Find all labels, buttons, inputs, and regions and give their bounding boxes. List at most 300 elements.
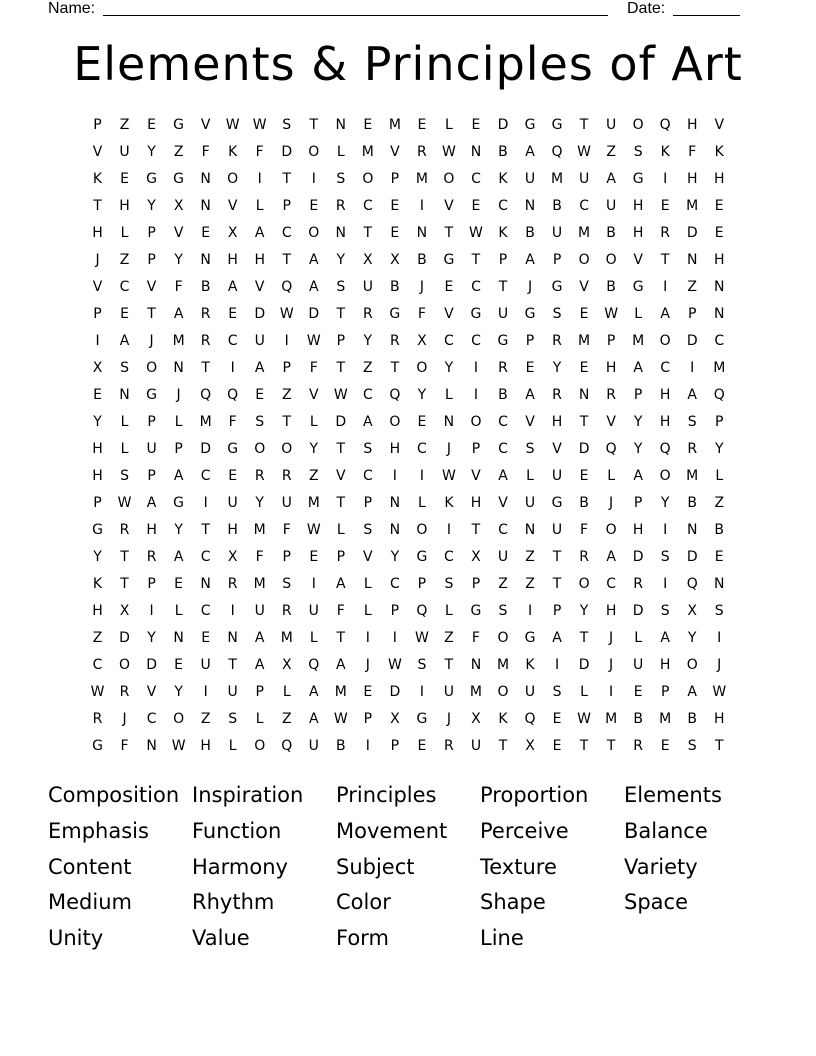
grid-letter: E bbox=[579, 468, 589, 484]
grid-letter: N bbox=[173, 360, 184, 376]
word-list-item: Function bbox=[192, 818, 282, 843]
grid-letter: P bbox=[147, 225, 156, 241]
grid-letter: H bbox=[470, 495, 482, 511]
grid-letter: P bbox=[174, 441, 183, 457]
grid-letter: Q bbox=[524, 711, 536, 727]
grid-letter: U bbox=[362, 279, 373, 295]
grid-letter: F bbox=[228, 414, 237, 430]
grid-letter: S bbox=[336, 279, 346, 295]
grid-letter: E bbox=[417, 414, 427, 430]
grid-letter: R bbox=[146, 549, 157, 565]
grid-letter: I bbox=[663, 576, 668, 592]
grid-letter: L bbox=[120, 441, 129, 457]
grid-letter: R bbox=[552, 387, 562, 403]
grid-letter: C bbox=[362, 198, 373, 214]
grid-letter: H bbox=[659, 387, 671, 403]
grid-letter: X bbox=[173, 198, 184, 214]
grid-letter: N bbox=[335, 225, 347, 241]
grid-letter: S bbox=[687, 414, 697, 430]
word-list-item: Rhythm bbox=[192, 890, 275, 915]
grid-letter: V bbox=[92, 279, 103, 295]
grid-letter: D bbox=[686, 549, 698, 565]
grid-letter: K bbox=[714, 144, 724, 160]
grid-letter: C bbox=[281, 225, 292, 241]
grid-letter: D bbox=[200, 441, 212, 457]
grid-letter: P bbox=[282, 360, 291, 376]
grid-letter: L bbox=[336, 144, 345, 160]
word-list-item: Emphasis bbox=[48, 818, 149, 843]
grid-letter: N bbox=[713, 576, 725, 592]
grid-letter: W bbox=[604, 306, 619, 322]
grid-letter: I bbox=[257, 171, 262, 187]
grid-letter: J bbox=[609, 657, 614, 673]
grid-letter: L bbox=[174, 603, 183, 619]
grid-letter: D bbox=[632, 603, 644, 619]
grid-letter: A bbox=[254, 360, 265, 376]
grid-letter: F bbox=[688, 144, 697, 160]
grid-letter: X bbox=[687, 603, 697, 619]
grid-letter: E bbox=[552, 738, 562, 754]
grid-letter: X bbox=[281, 657, 292, 673]
grid-letter: O bbox=[605, 252, 617, 268]
grid-letter: U bbox=[146, 441, 157, 457]
grid-letter: E bbox=[363, 117, 373, 133]
grid-letter: I bbox=[663, 279, 668, 295]
grid-letter: Z bbox=[525, 576, 535, 592]
grid-letter: T bbox=[228, 657, 237, 673]
grid-letter: F bbox=[255, 549, 264, 565]
grid-letter: G bbox=[497, 333, 509, 349]
grid-letter: S bbox=[552, 684, 562, 700]
grid-letter: J bbox=[717, 657, 722, 673]
grid-letter: O bbox=[659, 468, 671, 484]
grid-letter: M bbox=[578, 333, 591, 349]
grid-letter: I bbox=[149, 603, 154, 619]
grid-letter: I bbox=[392, 468, 397, 484]
grid-letter: I bbox=[527, 603, 533, 619]
grid-letter: Z bbox=[714, 495, 725, 511]
grid-letter: C bbox=[579, 198, 589, 214]
grid-letter: U bbox=[551, 468, 563, 484]
grid-letter: U bbox=[633, 657, 644, 673]
grid-letter: M bbox=[686, 468, 699, 484]
word-list-item: Subject bbox=[336, 854, 415, 879]
grid-letter: E bbox=[174, 657, 184, 673]
grid-letter: R bbox=[389, 333, 400, 349]
grid-letter: W bbox=[333, 711, 348, 727]
grid-letter: A bbox=[336, 576, 346, 592]
grid-letter: C bbox=[471, 279, 481, 295]
grid-letter: Y bbox=[687, 630, 697, 646]
grid-letter: A bbox=[363, 414, 373, 430]
grid-letter: N bbox=[686, 522, 698, 538]
grid-letter: O bbox=[578, 576, 590, 592]
grid-letter: K bbox=[498, 711, 508, 727]
grid-letter: J bbox=[149, 333, 154, 349]
grid-letter: L bbox=[526, 468, 534, 484]
grid-letter: N bbox=[578, 387, 590, 403]
grid-letter: N bbox=[119, 387, 130, 403]
grid-letter: L bbox=[363, 576, 372, 592]
grid-letter: P bbox=[660, 684, 670, 700]
grid-letter: Y bbox=[174, 252, 183, 268]
grid-letter: V bbox=[308, 387, 319, 403]
grid-letter: M bbox=[253, 576, 266, 592]
grid-letter: T bbox=[660, 252, 670, 268]
grid-letter: S bbox=[228, 711, 238, 727]
grid-letter: O bbox=[497, 684, 509, 700]
grid-letter: S bbox=[660, 603, 670, 619]
grid-letter: V bbox=[714, 117, 725, 133]
grid-letter: U bbox=[254, 333, 265, 349]
grid-letter: T bbox=[282, 414, 292, 430]
grid-letter: D bbox=[389, 684, 401, 700]
grid-letter: W bbox=[306, 522, 321, 538]
grid-letter: P bbox=[147, 252, 156, 268]
grid-letter: M bbox=[199, 414, 212, 430]
page-title: Elements & Principles of Art bbox=[73, 37, 743, 91]
grid-letter: B bbox=[200, 279, 211, 295]
grid-letter: P bbox=[255, 684, 264, 700]
grid-letter: Y bbox=[444, 360, 454, 376]
grid-letter: Q bbox=[659, 117, 671, 133]
grid-letter: J bbox=[527, 279, 533, 295]
grid-letter: S bbox=[633, 144, 643, 160]
grid-letter: K bbox=[498, 225, 508, 241]
grid-letter: O bbox=[281, 441, 293, 457]
grid-letter: Y bbox=[147, 198, 156, 214]
grid-letter: A bbox=[633, 468, 643, 484]
grid-letter: B bbox=[417, 252, 427, 268]
grid-letter: U bbox=[551, 522, 563, 538]
grid-letter: L bbox=[417, 495, 426, 511]
grid-letter: O bbox=[578, 252, 590, 268]
grid-letter: G bbox=[524, 630, 536, 646]
word-list-item: Principles bbox=[336, 783, 437, 807]
grid-letter: M bbox=[551, 171, 564, 187]
grid-letter: P bbox=[93, 495, 102, 511]
grid-letter: Y bbox=[309, 441, 319, 457]
grid-letter: V bbox=[498, 495, 508, 511]
grid-letter: T bbox=[363, 225, 373, 241]
grid-letter: S bbox=[336, 171, 346, 187]
grid-letter: T bbox=[579, 414, 589, 430]
grid-letter: A bbox=[525, 144, 535, 160]
grid-letter: F bbox=[201, 144, 210, 160]
grid-letter: E bbox=[417, 117, 427, 133]
grid-letter: S bbox=[120, 360, 129, 376]
grid-letter: Y bbox=[147, 144, 156, 160]
grid-letter: R bbox=[633, 738, 643, 754]
grid-letter: B bbox=[552, 198, 562, 214]
grid-letter: C bbox=[200, 468, 211, 484]
grid-letter: U bbox=[497, 306, 509, 322]
word-list-item: Medium bbox=[48, 890, 132, 915]
word-list-item: Line bbox=[480, 926, 524, 951]
grid-letter: E bbox=[201, 225, 211, 241]
grid-letter: V bbox=[173, 225, 184, 241]
word-list-item: Space bbox=[624, 890, 688, 915]
grid-letter: A bbox=[606, 171, 616, 187]
word-search-grid bbox=[84, 112, 733, 760]
grid-letter: J bbox=[365, 657, 370, 673]
grid-letter: R bbox=[119, 522, 130, 538]
grid-letter: P bbox=[147, 414, 156, 430]
grid-letter: F bbox=[255, 144, 264, 160]
word-list-item: Inspiration bbox=[192, 783, 304, 807]
grid-letter: D bbox=[497, 117, 509, 133]
grid-letter: O bbox=[497, 630, 509, 646]
grid-letter: R bbox=[579, 549, 589, 565]
grid-letter: X bbox=[390, 711, 400, 727]
grid-letter: Q bbox=[200, 387, 212, 403]
grid-letter: L bbox=[282, 684, 291, 700]
grid-letter: Z bbox=[308, 468, 319, 484]
grid-letter: D bbox=[632, 549, 644, 565]
grid-letter: W bbox=[442, 468, 456, 484]
grid-letter: Q bbox=[605, 441, 617, 457]
grid-letter: I bbox=[663, 171, 668, 187]
grid-letter: B bbox=[335, 738, 346, 754]
grid-letter: C bbox=[362, 468, 373, 484]
grid-letter: N bbox=[200, 252, 211, 268]
word-list-item: Composition bbox=[48, 783, 180, 807]
grid-letter: Y bbox=[336, 252, 346, 268]
grid-letter: V bbox=[227, 198, 238, 214]
grid-letter: H bbox=[389, 441, 401, 457]
grid-letter: M bbox=[253, 522, 266, 538]
grid-letter: C bbox=[498, 414, 508, 430]
grid-letter: G bbox=[92, 522, 103, 538]
grid-letter: I bbox=[311, 171, 316, 187]
grid-letter: E bbox=[228, 468, 238, 484]
grid-letter: I bbox=[311, 576, 316, 592]
grid-letter: W bbox=[90, 684, 105, 700]
grid-letter: E bbox=[714, 549, 724, 565]
word-list-item: Perceive bbox=[480, 818, 569, 843]
grid-letter: P bbox=[715, 414, 724, 430]
grid-letter: W bbox=[225, 117, 240, 133]
grid-letter: O bbox=[362, 171, 374, 187]
grid-letter: T bbox=[579, 738, 589, 754]
grid-letter: E bbox=[579, 306, 589, 322]
grid-letter: Z bbox=[525, 549, 535, 565]
grid-letter: M bbox=[605, 711, 618, 727]
grid-letter: R bbox=[444, 738, 454, 754]
grid-letter: S bbox=[687, 738, 697, 754]
grid-letter: Q bbox=[686, 576, 698, 592]
grid-letter: U bbox=[254, 603, 265, 619]
grid-letter: C bbox=[498, 198, 508, 214]
grid-letter: L bbox=[255, 198, 264, 214]
grid-letter: N bbox=[713, 306, 725, 322]
grid-letter: D bbox=[308, 306, 320, 322]
grid-letter: C bbox=[660, 360, 671, 376]
grid-letter: L bbox=[634, 630, 643, 646]
grid-letter: T bbox=[336, 495, 346, 511]
grid-letter: U bbox=[524, 171, 536, 187]
grid-letter: E bbox=[444, 279, 454, 295]
grid-letter: S bbox=[552, 306, 562, 322]
grid-letter: T bbox=[282, 252, 292, 268]
grid-letter: H bbox=[659, 414, 671, 430]
grid-letter: P bbox=[552, 252, 562, 268]
grid-letter: L bbox=[120, 225, 129, 241]
grid-letter: H bbox=[686, 117, 698, 133]
grid-letter: G bbox=[173, 171, 185, 187]
grid-letter: N bbox=[524, 198, 536, 214]
grid-letter: A bbox=[525, 252, 535, 268]
grid-letter: F bbox=[282, 522, 291, 538]
grid-letter: A bbox=[119, 333, 130, 349]
grid-letter: T bbox=[336, 441, 346, 457]
grid-letter: T bbox=[444, 225, 454, 241]
grid-letter: G bbox=[632, 171, 644, 187]
grid-letter: L bbox=[309, 630, 318, 646]
grid-letter: G bbox=[389, 306, 401, 322]
grid-letter: Z bbox=[363, 360, 373, 376]
grid-letter: T bbox=[93, 198, 102, 214]
grid-letter: U bbox=[605, 198, 617, 214]
grid-letter: P bbox=[498, 252, 508, 268]
grid-letter: A bbox=[525, 387, 535, 403]
grid-letter: H bbox=[659, 657, 671, 673]
word-list-item: Movement bbox=[336, 818, 448, 843]
word-list-item: Shape bbox=[480, 890, 546, 915]
grid-letter: P bbox=[390, 738, 400, 754]
grid-letter: H bbox=[632, 522, 644, 538]
grid-letter: C bbox=[119, 279, 130, 295]
grid-letter: R bbox=[200, 333, 211, 349]
grid-letter: M bbox=[496, 657, 510, 673]
grid-letter: D bbox=[335, 414, 347, 430]
grid-letter: A bbox=[308, 684, 319, 700]
grid-letter: C bbox=[471, 171, 481, 187]
grid-letter: N bbox=[200, 576, 211, 592]
grid-letter: G bbox=[173, 117, 185, 133]
grid-letter: G bbox=[92, 738, 103, 754]
grid-letter: A bbox=[552, 630, 562, 646]
grid-letter: H bbox=[605, 603, 617, 619]
grid-letter: C bbox=[498, 522, 508, 538]
grid-letter: W bbox=[387, 657, 402, 673]
grid-letter: F bbox=[336, 603, 345, 619]
word-list-item: Texture bbox=[480, 854, 557, 879]
grid-letter: N bbox=[524, 522, 536, 538]
grid-letter: Y bbox=[552, 360, 562, 376]
grid-letter: Q bbox=[551, 144, 563, 160]
grid-letter: J bbox=[419, 279, 424, 295]
grid-letter: K bbox=[525, 657, 535, 673]
grid-letter: N bbox=[335, 117, 347, 133]
grid-letter: I bbox=[392, 630, 397, 646]
grid-letter: A bbox=[498, 468, 508, 484]
grid-letter: C bbox=[227, 333, 238, 349]
grid-letter: L bbox=[336, 522, 345, 538]
grid-letter: Y bbox=[579, 603, 589, 619]
grid-letter: O bbox=[254, 441, 266, 457]
grid-letter: P bbox=[363, 711, 373, 727]
grid-letter: E bbox=[255, 387, 265, 403]
grid-letter: R bbox=[606, 387, 616, 403]
grid-letter: W bbox=[577, 144, 591, 160]
grid-letter: L bbox=[445, 603, 453, 619]
grid-letter: P bbox=[147, 576, 156, 592]
word-list-item: Color bbox=[336, 890, 391, 915]
grid-letter: N bbox=[200, 198, 211, 214]
grid-letter: C bbox=[200, 549, 211, 565]
grid-letter: B bbox=[687, 711, 697, 727]
grid-letter: M bbox=[388, 117, 401, 133]
grid-letter: H bbox=[92, 603, 103, 619]
grid-letter: A bbox=[687, 684, 697, 700]
grid-letter: V bbox=[336, 468, 346, 484]
grid-letter: I bbox=[419, 198, 424, 214]
grid-letter: L bbox=[580, 684, 588, 700]
grid-letter: B bbox=[633, 711, 643, 727]
grid-letter: M bbox=[632, 333, 645, 349]
grid-letter: H bbox=[92, 225, 103, 241]
grid-letter: E bbox=[363, 684, 373, 700]
grid-letter: E bbox=[417, 738, 427, 754]
grid-letter: A bbox=[633, 360, 643, 376]
grid-letter: Z bbox=[498, 576, 508, 592]
grid-letter: D bbox=[578, 441, 590, 457]
grid-letter: R bbox=[254, 468, 265, 484]
grid-letter: H bbox=[605, 360, 617, 376]
grid-letter: E bbox=[390, 225, 400, 241]
grid-letter: B bbox=[525, 225, 535, 241]
word-list-item: Harmony bbox=[192, 854, 288, 879]
grid-letter: T bbox=[552, 549, 562, 565]
grid-letter: I bbox=[554, 657, 560, 673]
grid-letter: P bbox=[525, 333, 535, 349]
grid-letter: N bbox=[713, 279, 725, 295]
grid-letter: G bbox=[551, 495, 563, 511]
grid-letter: I bbox=[95, 333, 100, 349]
word-list-item: Unity bbox=[48, 926, 104, 951]
word-list bbox=[48, 778, 768, 957]
grid-letter: P bbox=[147, 468, 156, 484]
grid-letter: G bbox=[470, 306, 482, 322]
grid-letter: A bbox=[254, 657, 265, 673]
grid-letter: Z bbox=[687, 279, 697, 295]
grid-letter: S bbox=[363, 441, 373, 457]
grid-letter: Q bbox=[416, 603, 428, 619]
grid-letter: W bbox=[171, 738, 186, 754]
grid-letter: P bbox=[417, 576, 427, 592]
grid-letter: V bbox=[390, 144, 400, 160]
grid-letter: L bbox=[120, 414, 129, 430]
grid-letter: L bbox=[445, 117, 453, 133]
grid-letter: Y bbox=[255, 495, 264, 511]
grid-letter: W bbox=[712, 684, 727, 700]
grid-letter: H bbox=[254, 252, 265, 268]
grid-letter: O bbox=[227, 171, 239, 187]
grid-letter: J bbox=[609, 495, 614, 511]
grid-letter: G bbox=[173, 495, 185, 511]
grid-letter: O bbox=[416, 522, 428, 538]
grid-letter: W bbox=[577, 711, 591, 727]
grid-letter: G bbox=[524, 117, 536, 133]
grid-letter: C bbox=[498, 441, 508, 457]
grid-letter: P bbox=[390, 603, 400, 619]
grid-letter: J bbox=[609, 630, 614, 646]
grid-letter: F bbox=[417, 306, 426, 322]
grid-letter: E bbox=[228, 306, 238, 322]
grid-letter: D bbox=[146, 657, 157, 673]
grid-letter: E bbox=[552, 711, 562, 727]
